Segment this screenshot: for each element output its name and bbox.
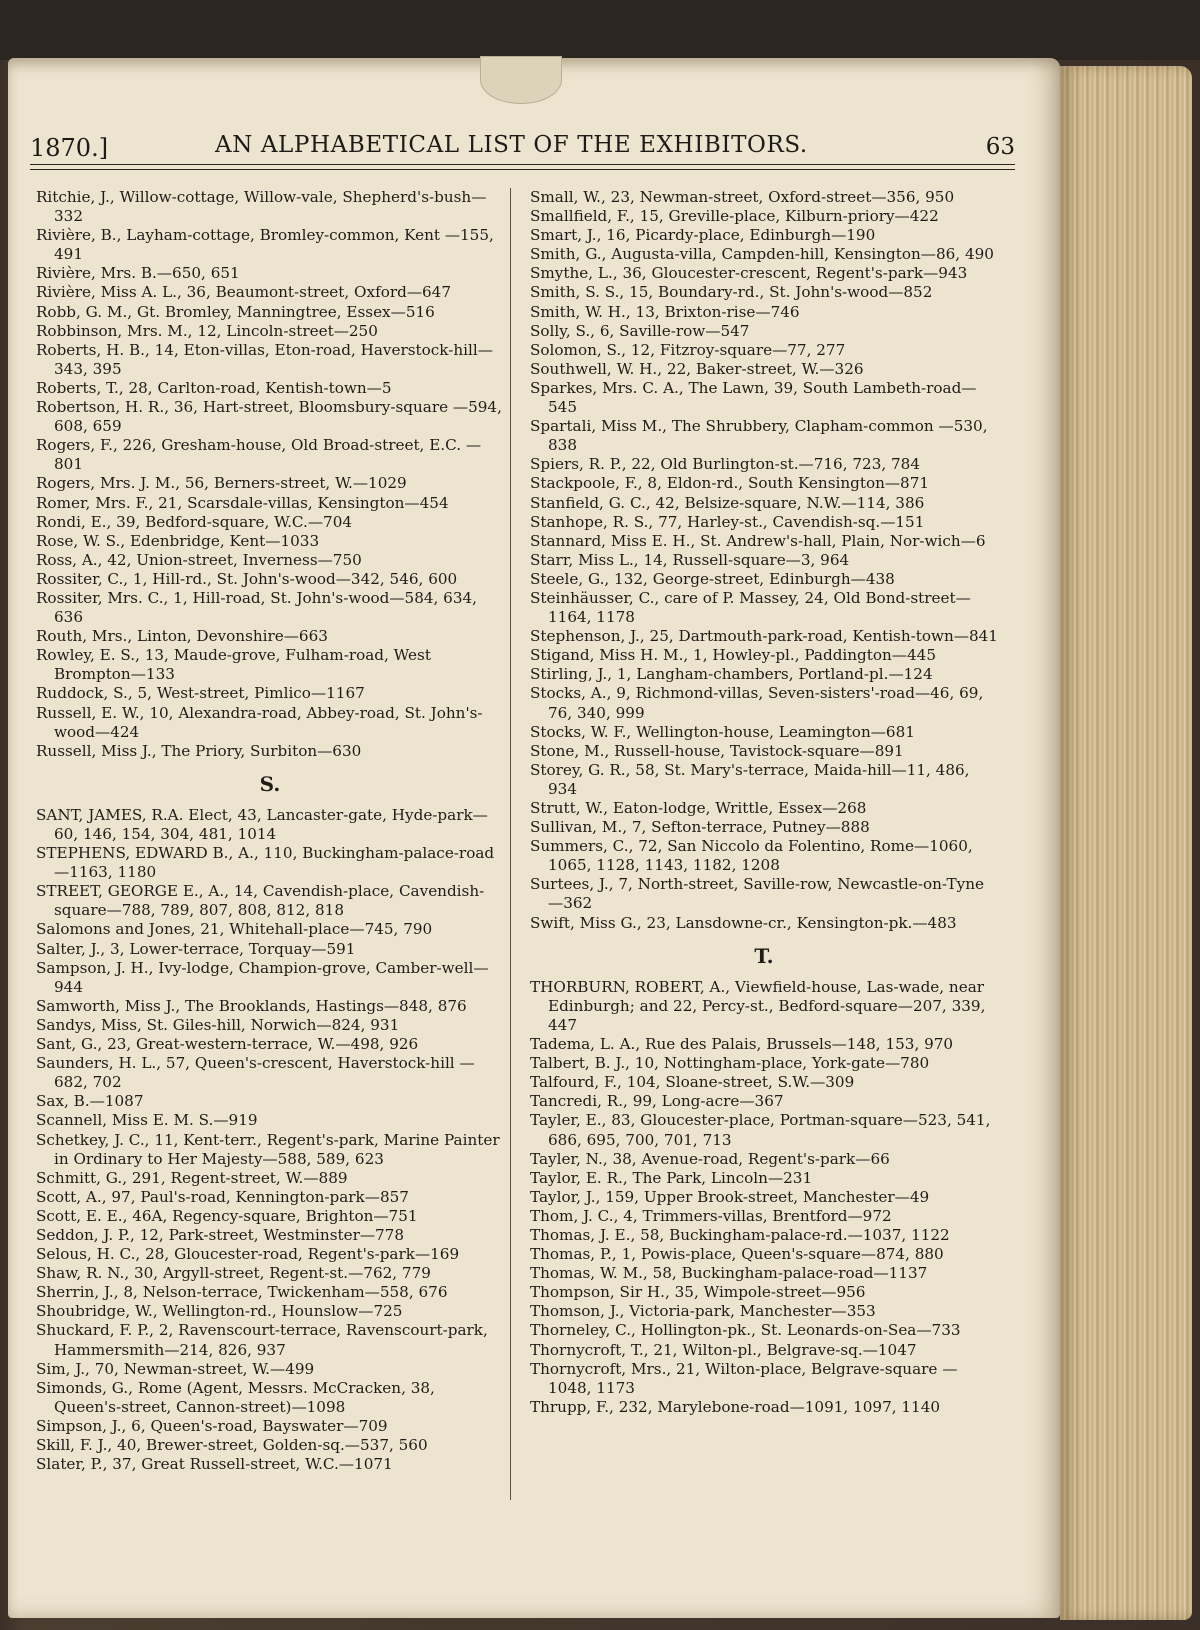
exhibitor-entry: Sherrin, J., 8, Nelson-terrace, Twickenham—558, 676 [36,1283,448,1302]
exhibitor-entry: Surtees, J., 7, North-street, Saville-row, Newcastle-on-Tyne—362 [530,875,984,913]
exhibitor-entry: Thornycroft, T., 21, Wilton-pl., Belgrave-sq.—1047 [530,1340,917,1359]
exhibitor-entry: Rossiter, C., 1, Hill-rd., St. John's-wood—342, 546, 600 [36,569,458,588]
exhibitor-entry: Smallfield, F., 15, Greville-place, Kilburn-priory—422 [530,207,939,226]
exhibitor-entry: Routh, Mrs., Linton, Devonshire—663 [36,627,328,646]
exhibitor-entry: Scott, A., 97, Paul's-road, Kennington-park—857 [36,1187,409,1206]
exhibitor-entry: Strutt, W., Eaton-lodge, Writtle, Essex—268 [530,799,867,817]
exhibitor-entry: Sparkes, Mrs. C. A., The Lawn, 39, South Lambeth-road—545 [530,378,977,417]
exhibitor-entry: Storey, G. R., 58, St. Mary's-terrace, Maida-hill—11, 486, 934 [530,760,970,798]
exhibitor-entry: Stocks, W. F., Wellington-house, Leamington—681 [530,722,915,741]
exhibitor-entry: Sampson, J. H., Ivy-lodge, Champion-grove, Camber-well—944 [36,958,489,996]
left-column [36,188,504,1474]
exhibitor-entry: Rossiter, Mrs. C., 1, Hill-road, St. John's-wood—584, 634, 636 [36,588,477,627]
exhibitor-entry: Starr, Miss L., 14, Russell-square—3, 964 [530,550,850,569]
exhibitor-entry: Schetkey, J. C., 11, Kent-terr., Regent's-park, Marine Painter in Ordinary to Her Majesty—588, 589, 623 [36,1130,500,1168]
exhibitor-entry: Tayler, N., 38, Avenue-road, Regent's-park—66 [530,1149,890,1168]
exhibitor-entry: Talfourd, F., 104, Sloane-street, S.W.—309 [530,1073,855,1092]
exhibitor-entry: Stanfield, G. C., 42, Belsize-square, N.W.—114, 386 [530,493,925,512]
exhibitor-entry: Spartali, Miss M., The Shrubbery, Clapham-common —530, 838 [530,417,988,455]
exhibitor-entry: Stephenson, J., 25, Dartmouth-park-road, Kentish-town—841 [530,627,998,646]
exhibitor-entry: Ritchie, J., Willow-cottage, Willow-vale, Shepherd's-bush—332 [36,188,487,226]
exhibitor-entry: Rogers, Mrs. J. M., 56, Berners-street, W.—1029 [36,474,407,493]
exhibitor-entry: Thomas, P., 1, Powis-place, Queen's-square—874, 880 [530,1245,944,1264]
exhibitor-entry: Smart, J., 16, Picardy-place, Edinburgh—190 [530,226,876,245]
exhibitor-entry: STREET, GEORGE E., A., 14, Cavendish-place, Cavendish-square—788, 789, 807, 808, 812, 818 [36,882,485,920]
page-year: 1870.] [30,134,109,162]
exhibitor-entry: Smith, W. H., 13, Brixton-rise—746 [530,302,800,321]
exhibitor-entry: Thorneley, C., Hollington-pk., St. Leonards-on-Sea—733 [530,1321,961,1340]
exhibitor-entry: Thomas, J. E., 58, Buckingham-palace-rd.—1037, 1122 [530,1225,950,1244]
exhibitor-entry: Rogers, F., 226, Gresham-house, Old Broad-street, E.C. —801 [36,436,482,474]
exhibitor-entry: Russell, Miss J., The Priory, Surbiton—630 [36,741,362,760]
exhibitor-entry: Salomons and Jones, 21, Whitehall-place—745, 790 [36,920,433,939]
exhibitor-entry: Roberts, H. B., 14, Eton-villas, Eton-road, Haverstock-hill—343, 395 [36,340,493,378]
exhibitor-entry: Russell, E. W., 10, Alexandra-road, Abbey-road, St. John's-wood—424 [36,703,483,741]
exhibitor-entry: Romer, Mrs. F., 21, Scarsdale-villas, Kensington—454 [36,493,449,512]
exhibitor-entry: Slater, P., 37, Great Russell-street, W.C.—1071 [36,1455,393,1474]
exhibitor-entry: Ruddock, S., 5, West-street, Pimlico—1167 [36,684,365,703]
exhibitor-entry: Solly, S., 6, Saville-row—547 [530,321,750,340]
exhibitor-entry: Rose, W. S., Edenbridge, Kent—1033 [36,531,320,550]
exhibitor-entry: Summers, C., 72, San Niccolo da Folentino, Rome—1060, 1065, 1128, 1143, 1182, 1208 [530,837,973,875]
exhibitor-entry: Thompson, Sir H., 35, Wimpole-street—956 [530,1283,866,1302]
exhibitor-entry: Robbinson, Mrs. M., 12, Lincoln-street—250 [36,321,378,340]
exhibitor-entry: Samworth, Miss J., The Brooklands, Hastings—848, 876 [36,996,467,1015]
exhibitor-entry: Stannard, Miss E. H., St. Andrew's-hall, Plain, Nor-wich—6 [530,531,986,550]
exhibitor-entry: Small, W., 23, Newman-street, Oxford-street—356, 950 [530,188,955,206]
exhibitor-entry: Shaw, R. N., 30, Argyll-street, Regent-st.—762, 779 [36,1264,431,1283]
exhibitor-entry: Thom, J. C., 4, Trimmers-villas, Brentford—972 [530,1206,892,1225]
exhibitor-entry: Simonds, G., Rome (Agent, Messrs. McCracken, 38, Queen's-street, Cannon-street)—1098 [36,1378,435,1416]
section-heading-t: T. [754,943,774,968]
right-s-entries [530,188,998,933]
exhibitor-entry: Sax, B.—1087 [36,1092,144,1111]
exhibitor-entry: Smith, G., Augusta-villa, Campden-hill, Kensington—86, 490 [530,245,994,264]
exhibitor-entry: Stirling, J., 1, Langham-chambers, Portland-pl.—124 [530,665,933,684]
section-heading-s: S. [259,771,281,796]
exhibitor-entry: Ross, A., 42, Union-street, Inverness—750 [36,550,362,569]
exhibitor-entry: Spiers, R. P., 22, Old Burlington-st.—716, 723, 784 [530,455,921,474]
exhibitor-entry: Saunders, H. L., 57, Queen's-crescent, Haverstock-hill —682, 702 [36,1054,475,1092]
exhibitor-entry: Rivière, Mrs. B.—650, 651 [36,264,240,283]
exhibitor-entry: Rowley, E. S., 13, Maude-grove, Fulham-road, West Brompton—133 [36,646,431,684]
exhibitor-entry: Scannell, Miss E. M. S.—919 [36,1111,258,1130]
exhibitor-entry: Smythe, L., 36, Gloucester-crescent, Regent's-park—943 [530,264,968,283]
exhibitor-entry: Southwell, W. H., 22, Baker-street, W.—326 [530,359,864,378]
exhibitor-entry: STEPHENS, EDWARD B., A., 110, Buckingham-palace-road—1163, 1180 [36,844,495,882]
exhibitor-entry: Stanhope, R. S., 77, Harley-st., Cavendish-sq.—151 [530,512,925,531]
column-divider [510,188,511,1500]
exhibitor-entry: Taylor, E. R., The Park, Lincoln—231 [530,1168,813,1187]
right-t-entries [530,978,998,1417]
exhibitor-entry: Thrupp, F., 232, Marylebone-road—1091, 1097, 1140 [530,1397,941,1416]
header-rule [30,164,1015,170]
exhibitor-entry: Tayler, E., 83, Gloucester-place, Portman-square—523, 541, 686, 695, 700, 701, 713 [530,1111,991,1149]
exhibitor-entry: Roberts, T., 28, Carlton-road, Kentish-town—5 [36,378,392,397]
exhibitor-entry: Smith, S. S., 15, Boundary-rd., St. John's-wood—852 [530,283,933,302]
exhibitor-entry: Robertson, H. R., 36, Hart-street, Bloomsbury-square —594, 608, 659 [36,398,502,436]
exhibitor-entry: Rondi, E., 39, Bedford-square, W.C.—704 [36,512,353,531]
exhibitor-entry: Sandys, Miss, St. Giles-hill, Norwich—824, 931 [36,1015,400,1034]
exhibitor-entry: Robb, G. M., Gt. Bromley, Manningtree, Essex—516 [36,302,435,321]
exhibitor-entry: Sant, G., 23, Great-western-terrace, W.—498, 926 [36,1035,419,1054]
exhibitor-entry: Schmitt, G., 291, Regent-street, W.—889 [36,1168,348,1187]
exhibitor-entry: Rivière, Miss A. L., 36, Beaumont-street, Oxford—647 [36,283,451,302]
right-column [530,188,998,1417]
exhibitor-entry: Solomon, S., 12, Fitzroy-square—77, 277 [530,340,846,359]
page-title: AN ALPHABETICAL LIST OF THE EXHIBITORS. [215,132,808,158]
exhibitor-entry: Shoubridge, W., Wellington-rd., Hounslow—725 [36,1302,403,1321]
exhibitor-entry: Rivière, B., Layham-cottage, Bromley-common, Kent —155, 491 [36,226,494,264]
exhibitor-entry: Tadema, L. A., Rue des Palais, Brussels—148, 153, 970 [530,1035,954,1054]
exhibitor-entry: Thornycroft, Mrs., 21, Wilton-place, Belgrave-square —1048, 1173 [530,1359,958,1397]
exhibitor-entry: Sim, J., 70, Newman-street, W.—499 [36,1359,315,1378]
library-sticker [480,56,562,104]
exhibitor-entry: Thomson, J., Victoria-park, Manchester—353 [530,1302,876,1321]
exhibitor-entry: Salter, J., 3, Lower-terrace, Torquay—591 [36,939,356,958]
book-cover-top [0,0,1200,60]
left-r-entries [36,188,504,761]
exhibitor-entry: Shuckard, F. P., 2, Ravenscourt-terrace, Ravenscourt-park, Hammersmith—214, 826, 937 [36,1321,488,1359]
exhibitor-entry: THORBURN, ROBERT, A., Viewfield-house, Las-wade, near Edinburgh; and 22, Percy-st., Bedford-square—207, 339, 447 [530,977,986,1034]
exhibitor-entry: Steinhäusser, C., care of P. Massey, 24, Old Bond-street—1164, 1178 [530,588,971,627]
page-number: 63 [985,134,1015,160]
exhibitor-entry: Seddon, J. P., 12, Park-street, Westminster—778 [36,1225,405,1244]
exhibitor-entry: Stigand, Miss H. M., 1, Howley-pl., Paddington—445 [530,646,936,665]
exhibitor-entry: Thomas, W. M., 58, Buckingham-palace-road—1137 [530,1264,928,1283]
exhibitor-entry: Taylor, J., 159, Upper Brook-street, Manchester—49 [530,1187,930,1206]
exhibitor-entry: Stone, M., Russell-house, Tavistock-square—891 [530,741,904,760]
exhibitor-entry: Talbert, B. J., 10, Nottingham-place, York-gate—780 [530,1054,930,1073]
running-head [30,126,1015,166]
exhibitor-entry: Scott, E. E., 46A, Regency-square, Brighton—751 [36,1206,418,1225]
exhibitor-entry: Selous, H. C., 28, Gloucester-road, Regent's-park—169 [36,1245,460,1264]
exhibitor-entry: Simpson, J., 6, Queen's-road, Bayswater—709 [36,1416,388,1435]
left-s-entries [36,806,504,1474]
exhibitor-entry: Steele, G., 132, George-street, Edinburgh—438 [530,569,895,588]
exhibitor-entry: Sullivan, M., 7, Sefton-terrace, Putney—888 [530,818,870,837]
exhibitor-entry: Stackpoole, F., 8, Eldon-rd., South Kensington—871 [530,474,930,493]
page-edges [1060,66,1192,1620]
exhibitor-entry: SANT, JAMES, R.A. Elect, 43, Lancaster-gate, Hyde-park—60, 146, 154, 304, 481, 1014 [36,805,488,843]
exhibitor-entry: Tancredi, R., 99, Long-acre—367 [530,1092,784,1111]
exhibitor-entry: Stocks, A., 9, Richmond-villas, Seven-sisters'-road—46, 69, 76, 340, 999 [530,684,984,722]
exhibitor-entry: Swift, Miss G., 23, Lansdowne-cr., Kensington-pk.—483 [530,913,957,932]
exhibitor-entry: Skill, F. J., 40, Brewer-street, Golden-sq.—537, 560 [36,1436,428,1454]
